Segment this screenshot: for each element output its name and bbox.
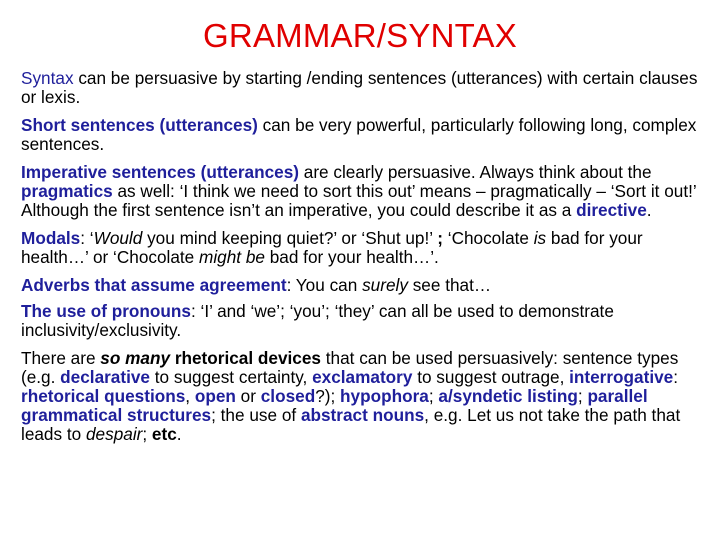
slide-title: GRAMMAR/SYNTAX (203, 17, 517, 54)
text: can be very powerful, particularly following long, complex sentences. (21, 115, 697, 154)
text: that can be used persuasively: sentence types (e.g. (21, 348, 679, 387)
term-abstract-nouns: abstract nouns (300, 405, 425, 425)
paragraph-short-sentences (21, 116, 701, 154)
text: ; (577, 386, 588, 406)
text: : ‘I’ and ‘we’; ‘you’; ‘they’ can all be used to demonstrate inclusivity/exclusivity. (21, 301, 614, 340)
term-interrogative: interrogative (569, 367, 674, 387)
text-bold: rhetorical devices (174, 348, 321, 368)
text: see that… (407, 275, 492, 295)
text: . (176, 424, 182, 444)
paragraph-pronouns (21, 302, 701, 340)
paragraph-adverbs (21, 276, 701, 295)
text: : (673, 367, 679, 387)
paragraph-imperatives (21, 163, 701, 220)
text-bold-italic: so many (100, 348, 171, 368)
text: ; (428, 386, 439, 406)
text: to suggest outrage, (412, 367, 570, 387)
term-adverbs-agreement: Adverbs that assume agreement (21, 275, 287, 295)
text: , e.g. Let us not take the path that leads to (21, 405, 681, 444)
term-rhetorical-questions: rhetorical questions (21, 386, 186, 406)
term-asyndetic-listing: a/syndetic listing (438, 386, 578, 406)
term-hypophora: hypophora (340, 386, 429, 406)
text: , (185, 386, 195, 406)
text: to suggest certainty, (150, 367, 313, 387)
text: ?); (315, 386, 341, 406)
term-exclamatory: exclamatory (312, 367, 413, 387)
text: ; (142, 424, 152, 444)
text: bad for your health…’ or ‘Chocolate (21, 228, 643, 267)
term-open: open (194, 386, 236, 406)
paragraph-modals (21, 229, 701, 267)
term-pronouns: The use of pronouns (21, 301, 191, 321)
text: ; the use of (211, 405, 301, 425)
text: can be persuasive by starting /ending sentences (utterances) with certain clauses or lexis. (21, 68, 698, 107)
term-imperative-sentences: Imperative sentences (utterances) (21, 162, 299, 182)
term-syntax: Syntax (21, 68, 74, 88)
text-italic: is (533, 228, 547, 248)
text: : You can (286, 275, 363, 295)
text: or (235, 386, 261, 406)
text: as well: ‘I think we need to sort this out’ means – pragmatically – ‘Sort it out!’ Although the first sentence isn’t an imperative, you could describe it as a (21, 181, 697, 220)
paragraph-rhetorical-devices (21, 349, 701, 444)
text: bad for your health…’. (264, 247, 439, 267)
text-bold: etc (151, 424, 177, 444)
term-closed: closed (260, 386, 316, 406)
text: ‘Chocolate (442, 228, 534, 248)
slide-body (21, 69, 701, 453)
text-italic: Would (93, 228, 143, 248)
term-parallel-structures: parallel grammatical structures (21, 386, 648, 425)
text: are clearly persuasive. Always think about the (298, 162, 652, 182)
text: you mind keeping quiet?’ or ‘Shut up!’ (142, 228, 438, 248)
text-bold: ; (437, 228, 443, 248)
text: . (646, 200, 652, 220)
term-pragmatics: pragmatics (21, 181, 113, 201)
text-italic: despair (85, 424, 143, 444)
term-declarative: declarative (60, 367, 150, 387)
term-short-sentences: Short sentences (utterances) (21, 115, 258, 135)
paragraph-syntax (21, 69, 701, 107)
term-directive: directive (576, 200, 647, 220)
text-italic: surely (362, 275, 408, 295)
text: : ‘ (80, 228, 94, 248)
text: There are (21, 348, 101, 368)
text-italic: might be (199, 247, 265, 267)
term-modals: Modals (21, 228, 81, 248)
